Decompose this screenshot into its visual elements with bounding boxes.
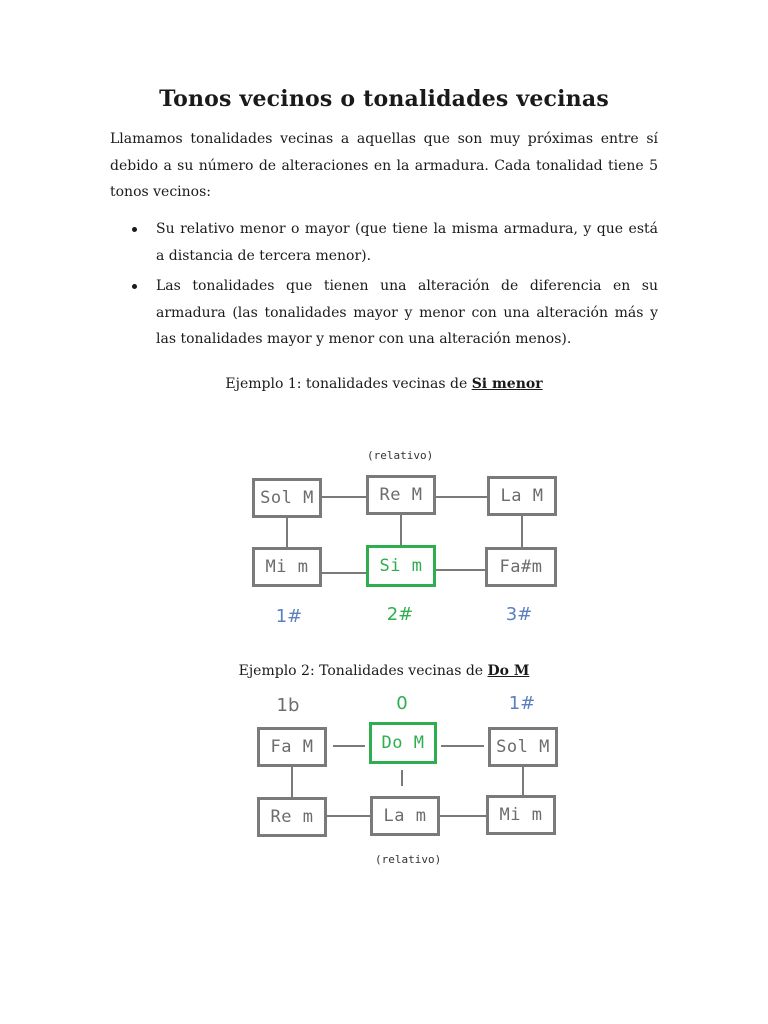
list-item [110, 216, 658, 269]
bullet-list [110, 216, 658, 357]
signature-label: 2# [386, 604, 414, 625]
connector-line [436, 496, 487, 498]
key-box-re-mayor: Re M [366, 475, 436, 515]
page-title: Tonos vecinos o tonalidades vecinas [159, 86, 609, 112]
connector-line [401, 770, 403, 786]
signature-label: 1# [508, 693, 536, 714]
key-box-re-menor: Re m [257, 797, 327, 837]
example1-caption-prefix: Ejemplo 1: tonalidades vecinas de [225, 376, 472, 392]
signature-label: 0 [396, 693, 408, 714]
connector-line [436, 569, 485, 571]
connector-line [327, 815, 370, 817]
connector-line [322, 572, 366, 574]
key-box-sol-mayor: Sol M [252, 478, 322, 518]
signature-label: 3# [505, 604, 533, 625]
intro-paragraph: Llamamos tonalidades vecinas a aquellas que son muy próximas entre sí debido a su número de alteraciones en la armadura. Cada tonalidad tiene 5 tonos vecinos: [110, 131, 658, 200]
key-box-mi-menor: Mi m [486, 795, 556, 835]
connector-line [440, 815, 486, 817]
example2-relative-note: (relativo) [375, 853, 442, 866]
key-box-la-mayor: La M [487, 476, 557, 516]
bullet-text: Su relativo menor o mayor (que tiene la misma armadura, y que está a distancia de tercera menor). [156, 221, 658, 264]
connector-line [322, 496, 366, 498]
signature-label: 1# [275, 606, 303, 627]
example2-caption [0, 663, 768, 679]
bullet-text: Las tonalidades que tienen una alteración de diferencia en su armadura (las tonalidades mayor y menor con una alteración más y las tonalidades mayor y menor con una alteración menos). [156, 278, 658, 347]
list-item [110, 273, 658, 353]
example1-caption-key: Si menor [471, 376, 543, 392]
key-box-do-mayor-highlighted: Do M [369, 722, 437, 764]
key-box-fa-sostenido-menor: Fa#m [485, 547, 557, 587]
example2-caption-prefix: Ejemplo 2: Tonalidades vecinas de [238, 663, 488, 679]
key-box-si-menor-highlighted: Si m [366, 545, 436, 587]
bullet-icon [132, 227, 137, 232]
key-box-mi-menor: Mi m [252, 547, 322, 587]
example2-caption-key: Do M [487, 663, 530, 679]
connector-line [333, 745, 365, 747]
key-box-sol-mayor: Sol M [488, 727, 558, 767]
connector-line [286, 518, 288, 547]
key-box-fa-mayor: Fa M [257, 727, 327, 767]
bullet-icon [132, 284, 137, 289]
connector-line [400, 515, 402, 545]
connector-line [521, 516, 523, 547]
key-box-la-menor: La m [370, 796, 440, 836]
signature-label: 1b [276, 695, 300, 716]
connector-line [291, 767, 293, 797]
example1-relative-note: (relativo) [367, 449, 434, 462]
example1-caption [0, 376, 768, 392]
connector-line [522, 767, 524, 795]
connector-line [441, 745, 484, 747]
